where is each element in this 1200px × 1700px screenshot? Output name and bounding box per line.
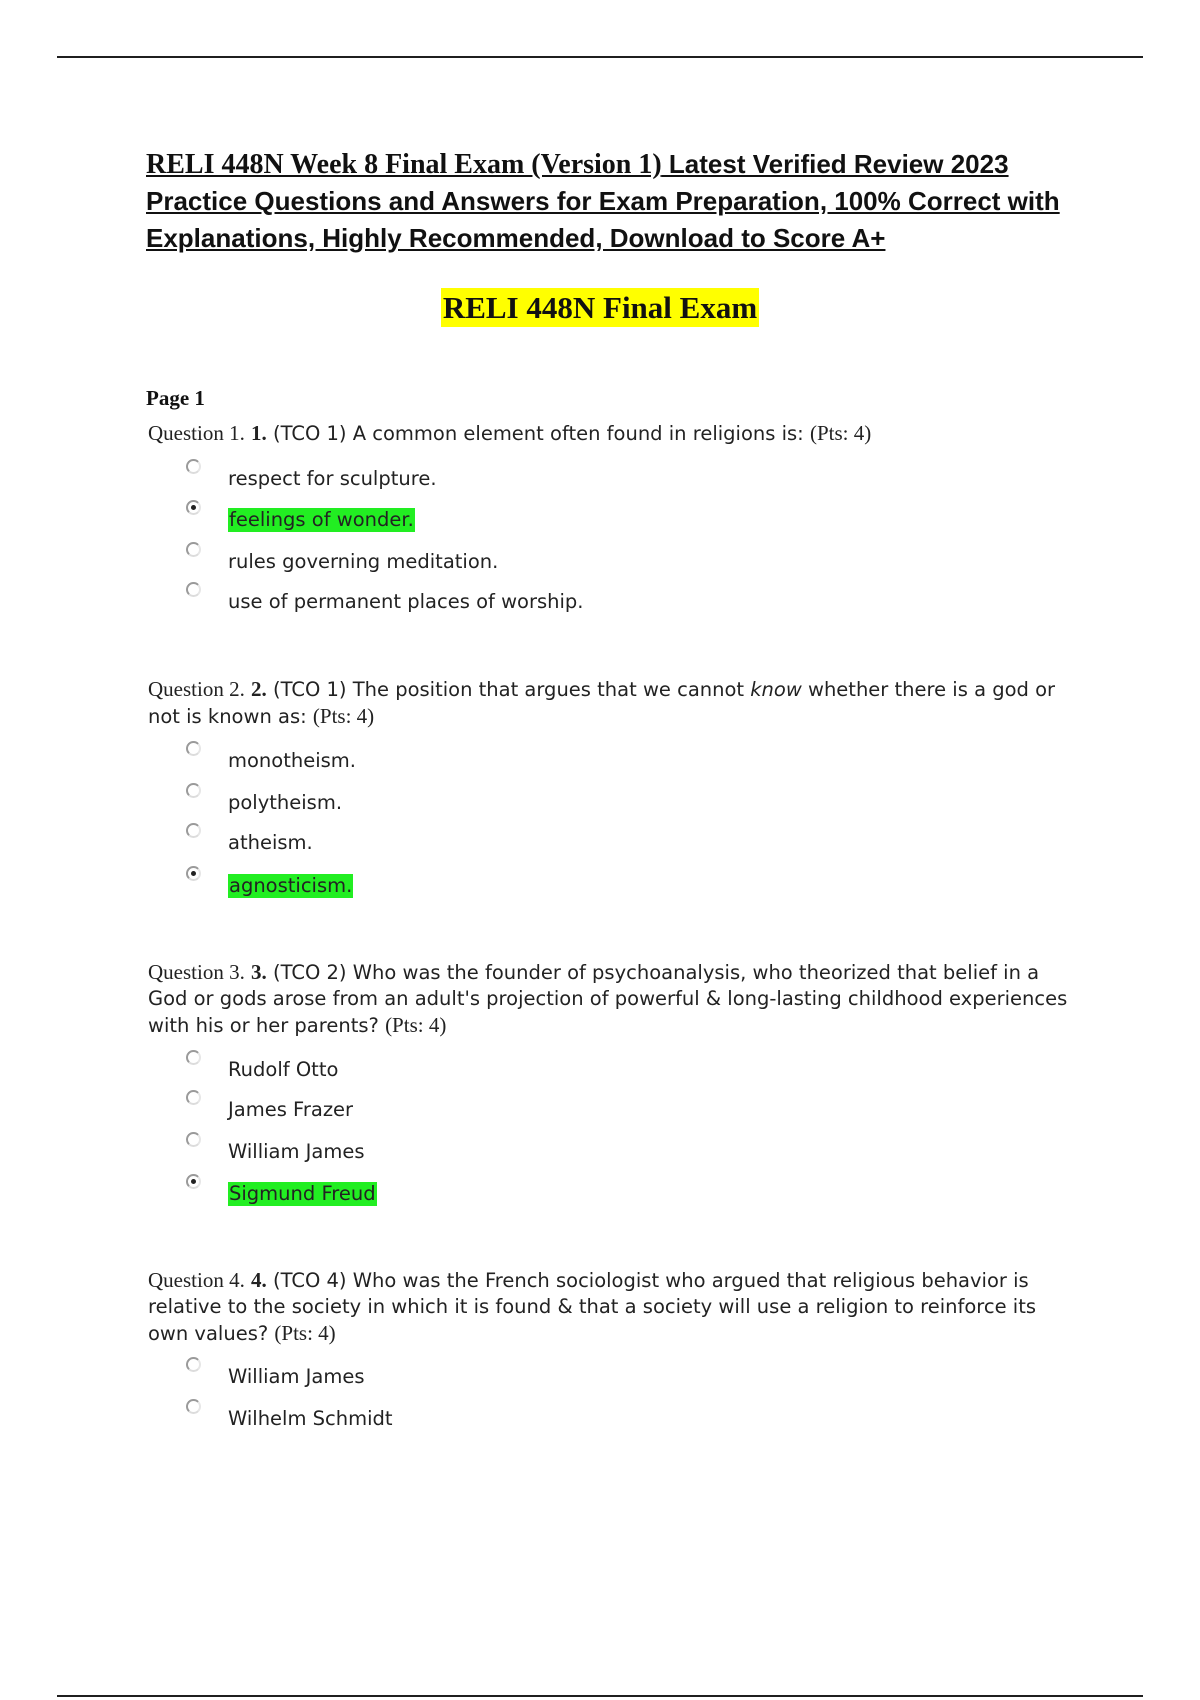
document-title: [146, 146, 1086, 257]
question-prefix: Question 1.: [148, 421, 245, 445]
question-body: (TCO 2) Who was the founder of psychoanalysis, who theorized that belief in a God or gods arose from an adult's projection of powerful & long-lasting childhood experiences with his or her parents?: [148, 961, 1068, 1037]
radio-button-selected[interactable]: [186, 500, 201, 515]
option-label: Wilhelm Schmidt: [228, 1407, 393, 1430]
radio-button[interactable]: [186, 1399, 201, 1414]
document-title-rest: Latest Verified Review 2023 Practice Questions and Answers for Exam Preparation, 100% Correct with Explanations, Highly Recommended, Download to Score A+: [146, 149, 1060, 253]
question-prefix: Question 4.: [148, 1268, 245, 1292]
question-points: (Pts: 4): [312, 704, 375, 728]
question-points: (Pts: 4): [385, 1013, 447, 1037]
question-number: 3.: [251, 960, 267, 984]
radio-button[interactable]: [186, 582, 201, 597]
question-emphasis: know: [750, 678, 802, 701]
radio-button-selected[interactable]: [186, 866, 201, 881]
option-label: Rudolf Otto: [228, 1058, 339, 1081]
question-body: (TCO 1) The position that argues that we cannot: [272, 678, 745, 701]
radio-button[interactable]: [186, 783, 201, 798]
top-rule: [57, 56, 1143, 58]
question-text: [148, 959, 1078, 1039]
question-body: (TCO 1) A common element often found in religions is:: [272, 422, 804, 445]
option-label: William James: [228, 1365, 365, 1388]
question-prefix: Question 2.: [148, 677, 245, 701]
question-points: (Pts: 4): [274, 1321, 336, 1345]
radio-button-selected[interactable]: [186, 1174, 201, 1189]
radio-button[interactable]: [186, 1090, 201, 1105]
option-label: polytheism.: [228, 791, 343, 814]
option-label: monotheism.: [228, 749, 356, 772]
radio-button[interactable]: [186, 1357, 201, 1372]
option-label-correct: Sigmund Freud: [229, 1182, 376, 1205]
option-label: respect for sculpture.: [228, 467, 437, 490]
document-title-course: RELI 448N Week 8 Final Exam (Version 1): [146, 149, 662, 180]
radio-button[interactable]: [186, 542, 201, 557]
question-number: 4.: [251, 1268, 267, 1292]
question-number: 1.: [251, 421, 267, 445]
exam-heading: [0, 290, 1200, 326]
question-4: [148, 1267, 1078, 1430]
radio-button[interactable]: [186, 1132, 201, 1147]
question-prefix: Question 3.: [148, 960, 245, 984]
question-3: [148, 959, 1078, 1205]
radio-button[interactable]: [186, 741, 201, 756]
option-label: James Frazer: [228, 1098, 354, 1121]
question-number: 2.: [251, 677, 267, 701]
radio-button[interactable]: [186, 1050, 201, 1065]
option-label: William James: [228, 1140, 365, 1163]
option-label: use of permanent places of worship.: [228, 590, 584, 613]
question-2: [148, 676, 1078, 897]
question-points: (Pts: 4): [809, 421, 872, 445]
bottom-rule: [57, 1695, 1143, 1697]
option-label: atheism.: [228, 831, 313, 854]
radio-button[interactable]: [186, 459, 201, 474]
option-label-correct: feelings of wonder.: [229, 508, 414, 531]
question-body-cont: whether there is a god or not is known as:: [148, 678, 1056, 728]
question-body: (TCO 4) Who was the French sociologist who argued that religious behavior is relative to the society in which it is found & that a society will use a religion to reinforce its own values?: [148, 1269, 1037, 1345]
radio-button[interactable]: [186, 823, 201, 838]
question-text: [148, 420, 1078, 447]
question-text: [148, 1267, 1078, 1347]
question-text: [148, 676, 1078, 730]
page-label: Page 1: [146, 386, 205, 410]
option-label: rules governing meditation.: [228, 550, 499, 573]
exam-heading-text: RELI 448N Final Exam: [442, 290, 758, 325]
question-1: [148, 420, 1078, 613]
option-label-correct: agnosticism.: [229, 874, 353, 897]
